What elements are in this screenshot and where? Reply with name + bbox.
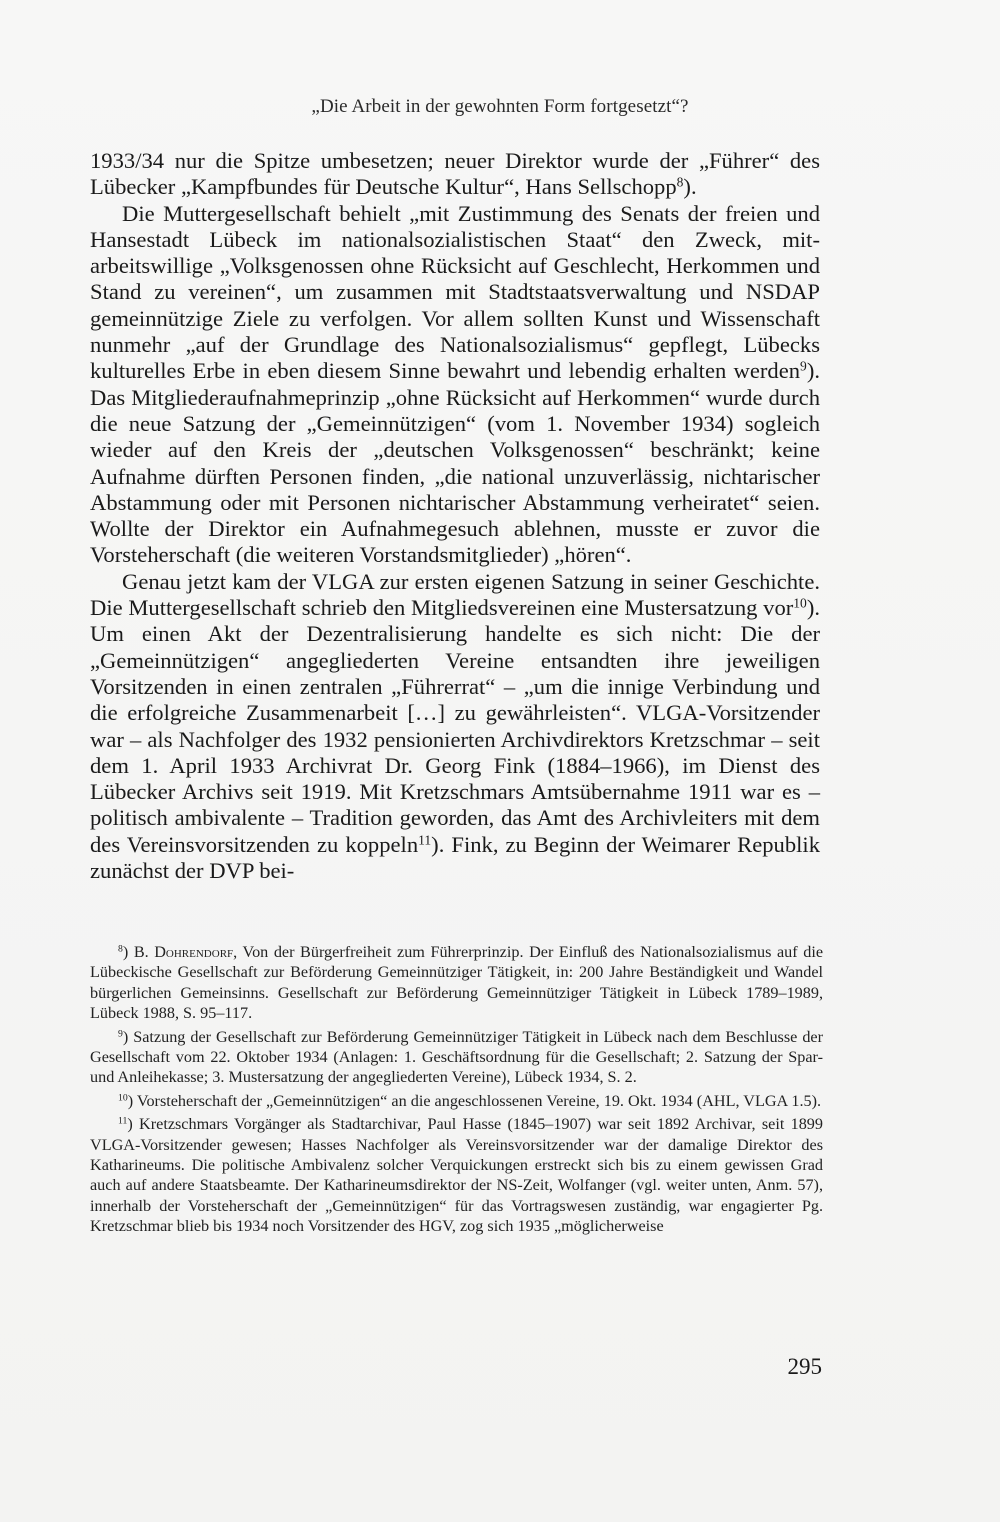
text-run: ). Um einen Akt der Dezentralisierung handelte es sich nicht: Die der „Gemeinnützigen“ angegliederten Vereine entsandten ihre jeweiligen Vorsitzenden in einen zentralen „Führerrat“ – „um die innige Verbindung und die erfolgreiche Zusammenarbeit […] zu gewährleisten“. VLGA-Vorsitzender war – als Nachfolger des 1932 pensionierten Archivdirektors Kretzschmar – seit dem 1. April 1933 Archivrat Dr. Georg Fink (1884–1966), im Dienst des Lübecker Archivs seit 1919. Mit Kretzschmars Amtsübernahme 1911 war es – politisch ambivalente – Tradition geworden, das Amt des Archivleiters mit dem des Vereinsvorsitzenden zu koppeln xyxy=(90,595,820,857)
footnote-ref-9[interactable]: 9 xyxy=(800,358,807,374)
footnote-text: ) Vorsteherschaft der „Gemeinnützigen“ an die angeschlossenen Vereine, 19. Okt. 1934 (AHL, VLGA 1.5). xyxy=(127,1091,822,1110)
footnote-ref-11[interactable]: 11 xyxy=(418,832,432,848)
footnote-text: ) B. xyxy=(122,943,155,961)
footnote-author: Dohrendorf xyxy=(154,943,234,961)
footnote-mark: 10 xyxy=(118,1092,128,1104)
text-run: Genau jetzt kam der VLGA zur ersten eigenen Satzung in seiner Geschichte. Die Muttergesellschaft schrieb den Mitgliedsvereinen eine Mustersatzung vor xyxy=(90,568,820,621)
footnote-9 xyxy=(90,1027,823,1088)
main-text xyxy=(90,148,820,884)
paragraph xyxy=(90,148,820,201)
footnotes xyxy=(90,942,823,1240)
footnote-mark: 11 xyxy=(118,1115,128,1127)
text-run: 1933/34 nur die Spitze umbesetzen; neuer Direktor wurde der „Führer“ des Lübecker „Kampfbundes für Deutsche Kultur“, Hans Sellschopp xyxy=(90,148,820,200)
text-run: Die Muttergesellschaft behielt „mit Zustimmung des Senats der freien und Hansestadt Lübeck im nationalsozialistischen Staat“ den Zweck, mitarbeitswillige „Volksgenossen ohne Rücksicht auf Geschlecht, Herkommen und Stand zu vereinen“, um zusammen mit Stadtstaatsverwaltung und NSDAP gemeinnützige Ziele zu verfolgen. Vor allem sollten Kunst und Wissenschaft nunmehr „auf der Grundlage des Nationalsozialismus“ gepflegt, Lübecks kulturelles Erbe in eben diesem Sinne bewahrt und lebendig erhalten werden xyxy=(90,200,820,384)
text-run: ). xyxy=(683,174,697,200)
paragraph xyxy=(90,201,820,569)
footnote-11 xyxy=(90,1114,823,1236)
text-run: ). Das Mitgliederaufnahmeprinzip „ohne Rücksicht auf Herkommen“ wurde durch die neue Satzung der „Gemeinnützigen“ (vom 1. November 1934) sogleich wieder auf den Kreis der „deutschen Volksgenossen“ beschränkt; keine Aufnahme dürften Personen finden, „die national unzuverlässig, nichtarischer Abstammung oder mit Personen nichtarischer Abstammung verheiratet“ seien. Wollte der Direktor ein Aufnahmegesuch ablehnen, musste er zuvor die Vorsteherschaft (die weiteren Vorstandsmitglieder) „hören“. xyxy=(90,358,820,568)
page-number: 295 xyxy=(787,1354,822,1379)
text-run: ). Fink, zu Beginn der Weimarer Republik zunächst der DVP bei- xyxy=(90,831,820,884)
footnote-8 xyxy=(90,942,823,1024)
paragraph xyxy=(90,569,820,885)
footnote-mark: 8 xyxy=(118,943,123,955)
running-head: „Die Arbeit in der gewohnten Form fortgesetzt“? xyxy=(311,96,689,117)
footnote-ref-8[interactable]: 8 xyxy=(676,174,684,190)
footnote-10 xyxy=(90,1091,823,1111)
footnote-text: , Von der Bürgerfreiheit zum Führerprinzip. Der Einfluß des Nationalsozialismus auf die Lübeckische Gesellschaft zur Beförderung Gemeinnütziger Tätigkeit, in: 200 Jahre Beständigkeit und Wandel bürgerlichen Gemeinsinns. Gesellschaft zur Beförderung Gemeinnütziger Tätigkeit in Lübeck 1789–1989, Lübeck 1988, S. 95–117. xyxy=(90,943,824,1023)
footnote-text: ) Kretzschmars Vorgänger als Stadtarchivar, Paul Hasse (1845–1907) war seit 1892 Archivar, seit 1899 VLGA-Vorsitzender gewesen; Hasses Nachfolger als Vereinsvorsitzender war der damalige Direktor des Katharineums. Die politische Ambivalenz solcher Verquickungen erstreckt sich bis zu einem gewissen Grad auch auf andere Staatsbeamte. Der Katharineumsdirektor der NS-Zeit, Wolfanger (vgl. weiter unten, Anm. 57), innerhalb der Vorsteherschaft der „Gemeinnützigen“ für das Vortragswesen zuständig, war engagierter Pg. Kretzschmar blieb bis 1934 noch Vorsitzender des HGV, zog sich 1935 „möglicherweise xyxy=(90,1115,823,1236)
footnote-text: ) Satzung der Gesellschaft zur Beförderung Gemeinnütziger Tätigkeit in Lübeck nach dem Beschlusse der Gesellschaft vom 22. Oktober 1934 (Anlagen: 1. Geschäftsordnung für die Gesellschaft; 2. Satzung der Spar- und Anleihekasse; 3. Mustersatzung der angegliederten Vereine), Lübeck 1934, S. 2. xyxy=(90,1027,823,1087)
footnote-ref-10[interactable]: 10 xyxy=(793,595,807,611)
footnote-mark: 9 xyxy=(118,1028,123,1040)
